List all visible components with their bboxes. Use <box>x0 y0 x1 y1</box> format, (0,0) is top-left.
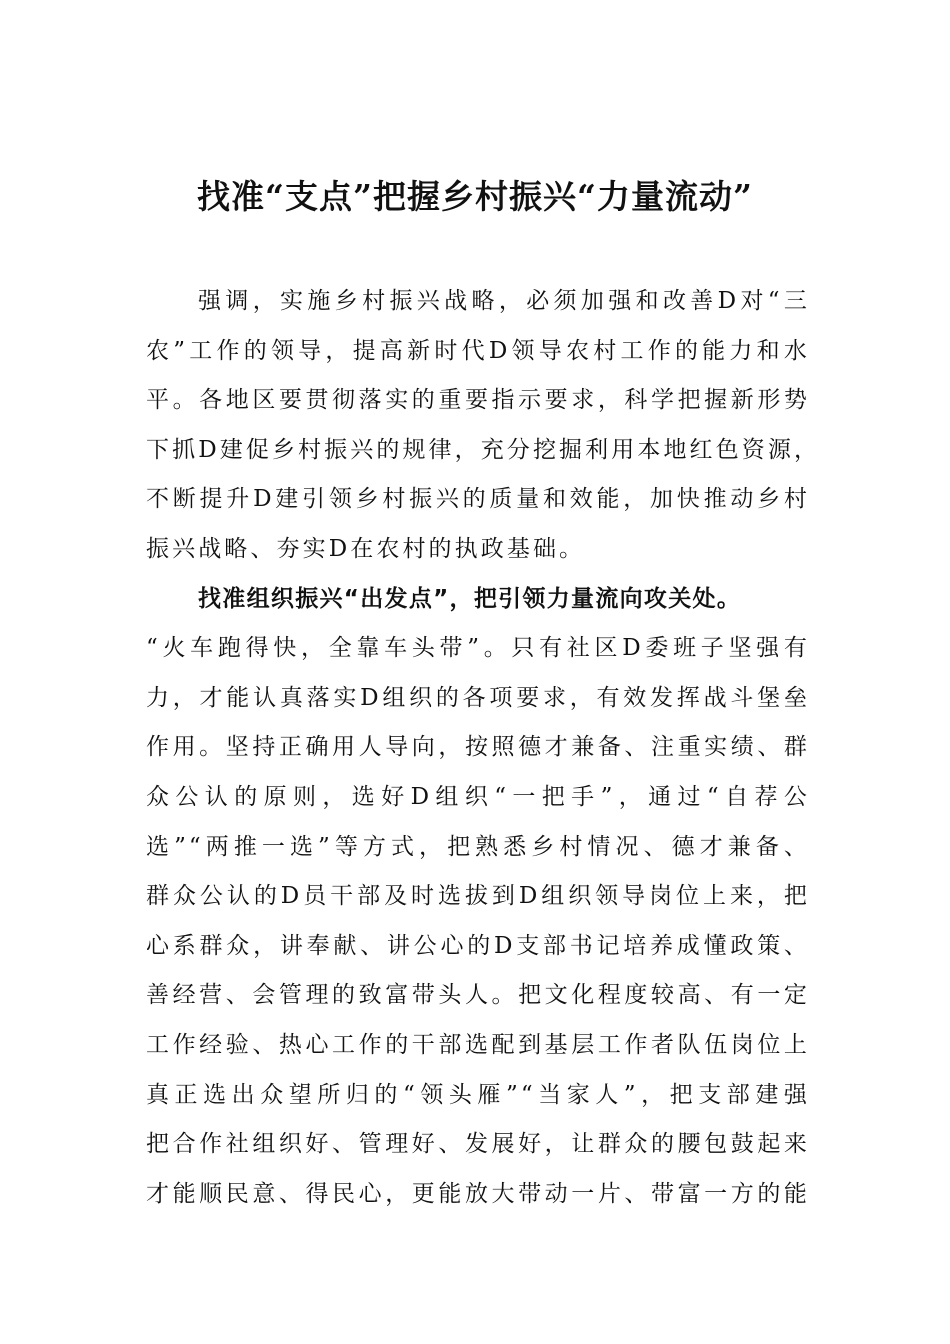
document-body <box>146 277 821 1219</box>
body-line: 振兴战略、夯实D在农村的执政基础。 <box>146 535 586 562</box>
body-line: 强调，实施乡村振兴战略，必须加强和改善D对“三 <box>198 288 810 314</box>
body-line: 心系群众，讲奉献、讲公心的D支部书记培养成懂政策、 <box>146 932 810 959</box>
body-line: 真正选出众望所归的“领头雁”“当家人”，把支部建强 <box>146 1081 810 1108</box>
body-line: 众公认的原则，选好D组织“一把手”，通过“自荐公 <box>146 783 810 810</box>
body-line: 下抓D建促乡村振兴的规律，充分挖掘利用本地红色资源， <box>146 436 821 463</box>
body-line: 群众公认的D员干部及时选拔到D组织领导岗位上来，把 <box>146 883 810 910</box>
document-title: 找准“支点”把握乡村振兴“力量流动” <box>197 177 753 216</box>
body-line: 把合作社组织好、管理好、发展好，让群众的腰包鼓起来 <box>146 1131 810 1158</box>
body-line: 才能顺民意、得民心，更能放大带动一片、带富一方的能 <box>146 1180 810 1207</box>
body-line: 不断提升D建引领乡村振兴的质量和效能，加快推动乡村 <box>146 486 810 513</box>
body-line: 善经营、会管理的致富带头人。把文化程度较高、有一定 <box>146 982 810 1009</box>
body-line: 工作经验、热心工作的干部选配到基层工作者队伍岗位上 <box>146 1031 810 1058</box>
section-heading: 找准组织振兴“出发点”，把引领力量流向攻关处。 <box>198 585 742 612</box>
body-line: 农”工作的领导，提高新时代D领导农村工作的能力和水 <box>146 337 810 364</box>
body-line: 选”“两推一选”等方式，把熟悉乡村情况、德才兼备、 <box>146 833 810 860</box>
body-line: 力，才能认真落实D组织的各项要求，有效发挥战斗堡垒 <box>146 684 810 711</box>
body-line: 作用。坚持正确用人导向，按照德才兼备、注重实绩、群 <box>146 734 810 761</box>
body-line: 平。各地区要贯彻落实的重要指示要求，科学把握新形势 <box>146 387 810 414</box>
body-line: “火车跑得快，全靠车头带”。只有社区D委班子坚强有 <box>146 635 810 662</box>
